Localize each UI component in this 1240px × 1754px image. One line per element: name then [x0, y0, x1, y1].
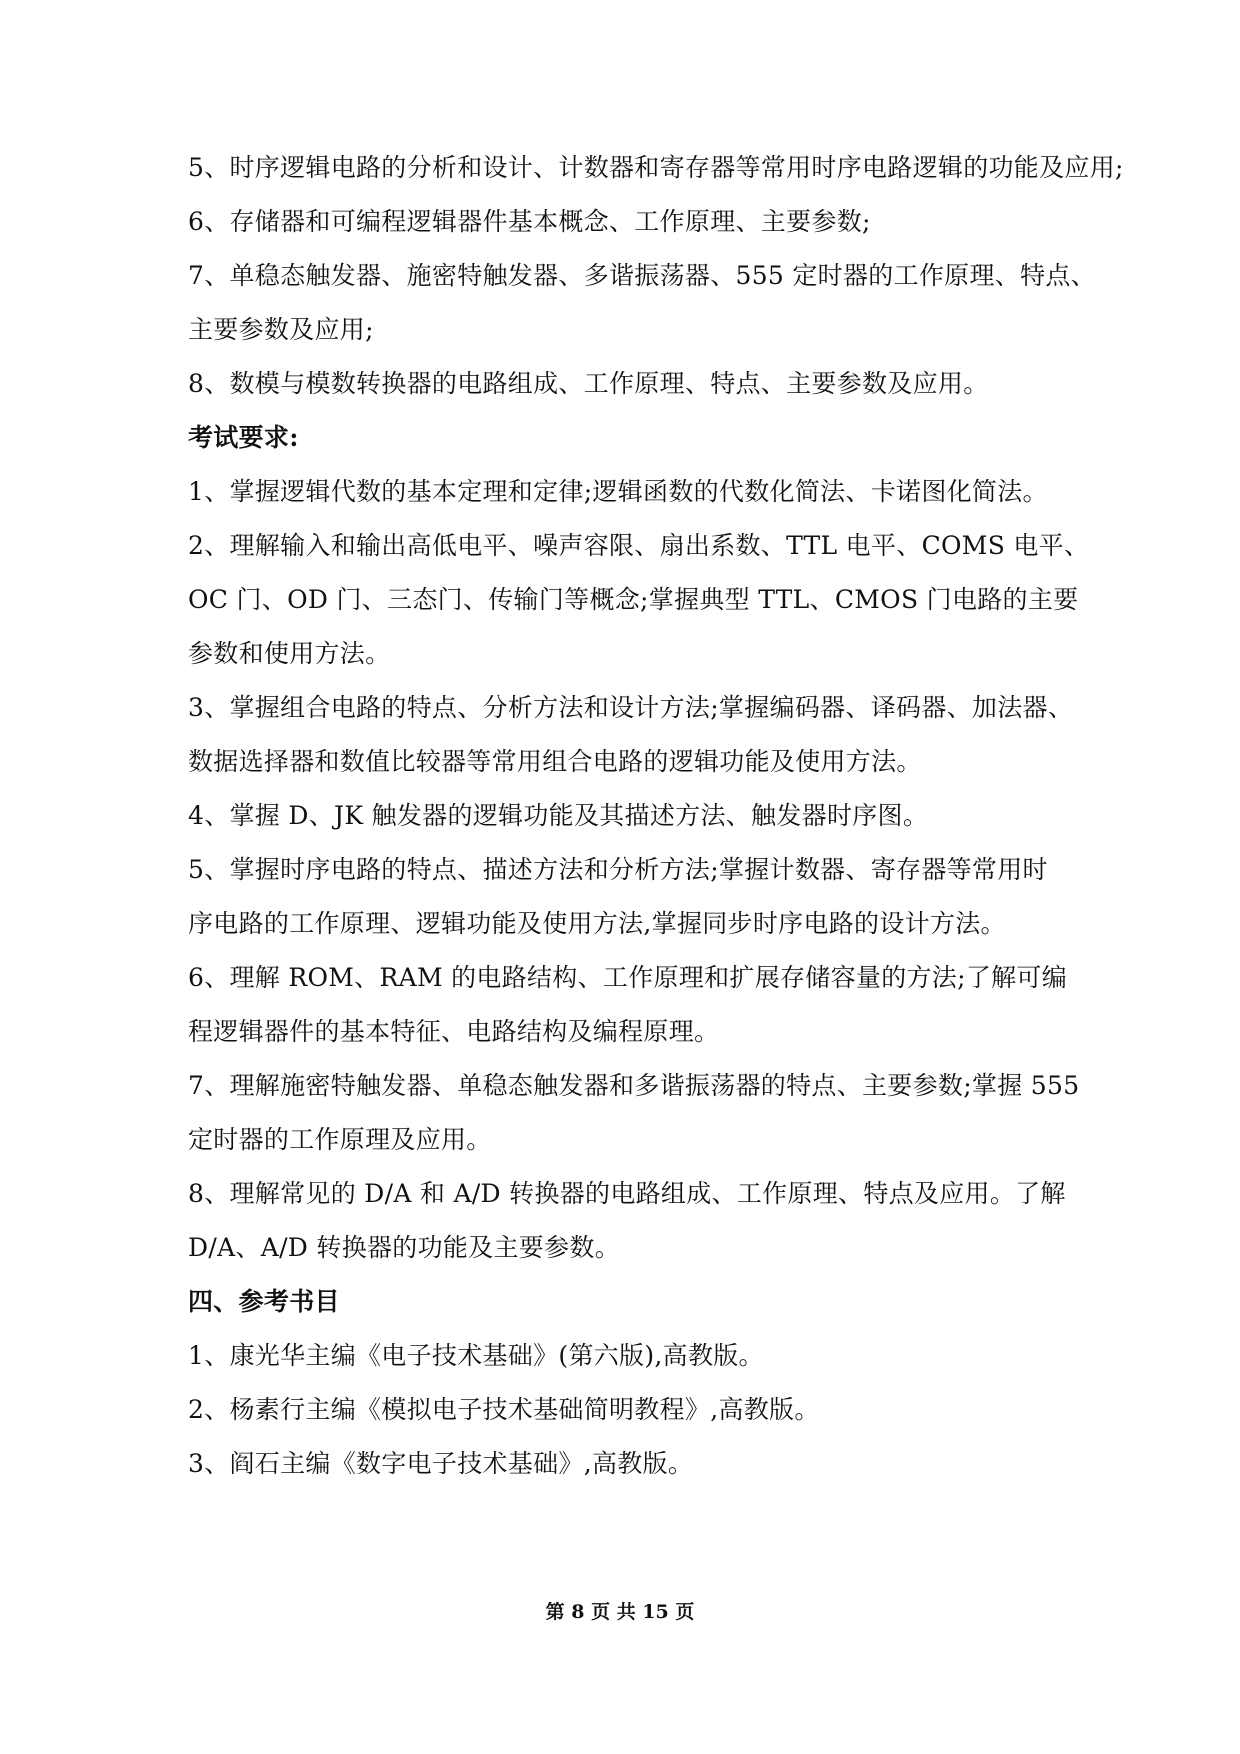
content-list-line: 5、时序逻辑电路的分析和设计、计数器和寄存器等常用时序电路逻辑的功能及应用; — [188, 153, 1124, 182]
exam-requirement-line: 5、掌握时序电路的特点、描述方法和分析方法;掌握计数器、寄存器等常用时 — [188, 855, 1048, 884]
exam-requirement-line: 7、理解施密特触发器、单稳态触发器和多谐振荡器的特点、主要参数;掌握 555 — [188, 1071, 1080, 1100]
exam-requirement-line: 6、理解 ROM、RAM 的电路结构、工作原理和扩展存储容量的方法;了解可编 — [188, 963, 1068, 992]
exam-requirement-line: 8、理解常见的 D/A 和 A/D 转换器的电路组成、工作原理、特点及应用。了解 — [188, 1179, 1066, 1208]
content-list-line: 6、存储器和可编程逻辑器件基本概念、工作原理、主要参数; — [188, 207, 871, 236]
exam-requirement-line: 序电路的工作原理、逻辑功能及使用方法,掌握同步时序电路的设计方法。 — [188, 909, 1006, 938]
reference-book-line: 3、阎石主编《数字电子技术基础》,高教版。 — [188, 1449, 694, 1478]
exam-requirement-line: OC 门、OD 门、三态门、传输门等概念;掌握典型 TTL、CMOS 门电路的主要 — [188, 585, 1079, 614]
reference-book-line: 2、杨素行主编《模拟电子技术基础简明教程》,高教版。 — [188, 1395, 820, 1424]
document-body — [188, 141, 1124, 1491]
exam-requirement-line: 3、掌握组合电路的特点、分析方法和设计方法;掌握编码器、译码器、加法器、 — [188, 693, 1074, 722]
exam-requirement-line: 4、掌握 D、JK 触发器的逻辑功能及其描述方法、触发器时序图。 — [188, 801, 929, 830]
content-list-line: 主要参数及应用; — [188, 315, 374, 344]
reference-book-line: 1、康光华主编《电子技术基础》(第六版),高教版。 — [188, 1341, 764, 1370]
exam-requirement-line: 参数和使用方法。 — [188, 639, 391, 668]
reference-books-heading: 四、参考书目 — [188, 1287, 340, 1316]
exam-requirement-line: 程逻辑器件的基本特征、电路结构及编程原理。 — [188, 1017, 720, 1046]
exam-requirement-line: 定时器的工作原理及应用。 — [188, 1125, 492, 1154]
content-list-line: 7、单稳态触发器、施密特触发器、多谐振荡器、555 定时器的工作原理、特点、 — [188, 261, 1096, 290]
content-list-line: 8、数模与模数转换器的电路组成、工作原理、特点、主要参数及应用。 — [188, 369, 989, 398]
exam-requirements-heading: 考试要求: — [188, 423, 299, 452]
page-number-footer: 第 8 页 共 15 页 — [545, 1601, 695, 1623]
exam-requirement-line: 数据选择器和数值比较器等常用组合电路的逻辑功能及使用方法。 — [188, 747, 922, 776]
exam-requirement-line: 1、掌握逻辑代数的基本定理和定律;逻辑函数的代数化简法、卡诺图化简法。 — [188, 477, 1048, 506]
exam-requirement-line: D/A、A/D 转换器的功能及主要参数。 — [188, 1233, 620, 1262]
exam-requirement-line: 2、理解输入和输出高低电平、噪声容限、扇出系数、TTL 电平、COMS 电平、 — [188, 531, 1090, 560]
